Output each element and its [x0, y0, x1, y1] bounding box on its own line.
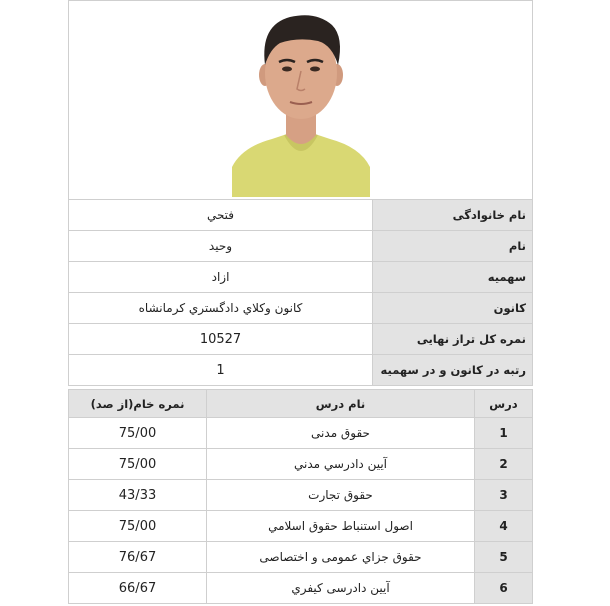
table-row: [69, 542, 533, 573]
row-index: 2: [475, 449, 533, 480]
table-row: [69, 480, 533, 511]
candidate-photo: [232, 7, 370, 197]
course-score: 75/00: [69, 511, 207, 542]
final-score-label: نمره کل تراز نهایی: [373, 324, 533, 355]
row-index: 6: [475, 573, 533, 604]
info-row-first-name: [69, 231, 533, 262]
result-sheet: [68, 0, 533, 606]
table-row: [69, 573, 533, 604]
last-name-value: فتحي: [69, 200, 373, 231]
row-index: 4: [475, 511, 533, 542]
grades-header-row: [69, 390, 533, 418]
info-row-final-score: [69, 324, 533, 355]
first-name-value: وحید: [69, 231, 373, 262]
info-row-bar: [69, 293, 533, 324]
quota-value: ازاد: [69, 262, 373, 293]
table-row: [69, 418, 533, 449]
rank-value: 1: [69, 355, 373, 386]
col-header-index: درس: [475, 390, 533, 418]
course-score: 43/33: [69, 480, 207, 511]
col-header-score: نمره خام(از صد): [69, 390, 207, 418]
quota-label: سهمیه: [373, 262, 533, 293]
info-row-rank: [69, 355, 533, 386]
last-name-label: نام خانوادگی: [373, 200, 533, 231]
info-row-last-name: [69, 200, 533, 231]
course-name: حقوق مدنی: [207, 418, 475, 449]
row-index: 1: [475, 418, 533, 449]
course-name: حقوق جزاي عمومی و اختصاصی: [207, 542, 475, 573]
col-header-course: نام درس: [207, 390, 475, 418]
final-score-value: 10527: [69, 324, 373, 355]
course-name: اصول استنباط حقوق اسلامي: [207, 511, 475, 542]
course-name: حقوق تجارت: [207, 480, 475, 511]
rank-label: رتبه در کانون و در سهمیه: [373, 355, 533, 386]
photo-panel: [68, 0, 533, 200]
row-index: 5: [475, 542, 533, 573]
course-score: 76/67: [69, 542, 207, 573]
info-row-quota: [69, 262, 533, 293]
course-score: 75/00: [69, 449, 207, 480]
course-score: 75/00: [69, 418, 207, 449]
course-name: آیین دادرسي مدني: [207, 449, 475, 480]
table-row: [69, 449, 533, 480]
course-name: آیین دادرسی کیفري: [207, 573, 475, 604]
first-name-label: نام: [373, 231, 533, 262]
course-score: 66/67: [69, 573, 207, 604]
table-row: [69, 511, 533, 542]
row-index: 3: [475, 480, 533, 511]
bar-label: کانون: [373, 293, 533, 324]
bar-value: کانون وکلاي دادگستري کرمانشاه: [69, 293, 373, 324]
grades-table: [68, 389, 533, 604]
person-portrait-icon: [232, 7, 370, 197]
candidate-info-table: [68, 199, 533, 386]
